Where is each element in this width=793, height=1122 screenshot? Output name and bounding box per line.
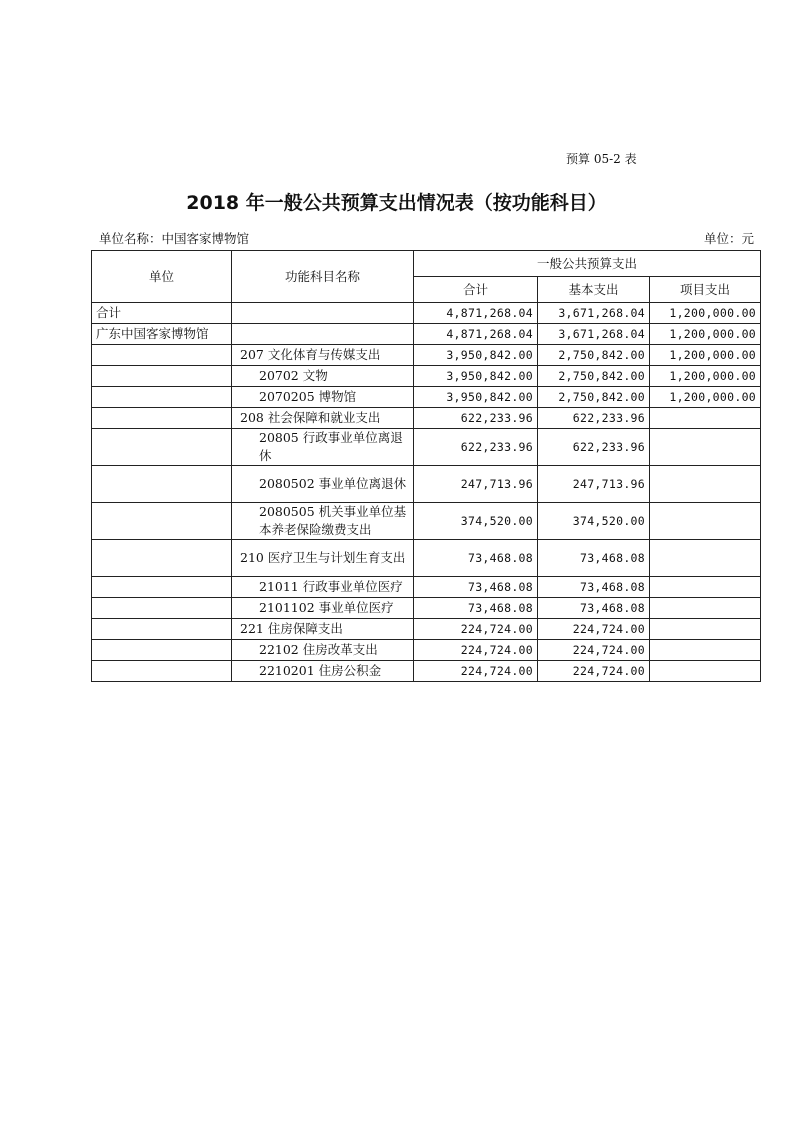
project-cell	[650, 598, 761, 619]
header-unit: 单位	[92, 251, 232, 303]
table-row	[92, 429, 761, 466]
basic-cell: 73,468.08	[538, 540, 650, 577]
table-row	[92, 619, 761, 640]
basic-cell: 224,724.00	[538, 640, 650, 661]
function-cell: 221 住房保障支出	[232, 619, 414, 640]
total-cell: 224,724.00	[414, 619, 538, 640]
function-cell: 22102 住房改革支出	[232, 640, 414, 661]
function-cell: 208 社会保障和就业支出	[232, 408, 414, 429]
basic-cell: 73,468.08	[538, 577, 650, 598]
unit-cell	[92, 503, 232, 540]
unit-cell	[92, 429, 232, 466]
function-cell: 20805 行政事业单位离退休	[232, 429, 414, 466]
function-cell: 2080502 事业单位离退休	[232, 466, 414, 503]
basic-cell: 374,520.00	[538, 503, 650, 540]
unit-cell	[92, 387, 232, 408]
project-cell	[650, 577, 761, 598]
unit-cell	[92, 345, 232, 366]
total-cell: 622,233.96	[414, 429, 538, 466]
basic-cell: 3,671,268.04	[538, 324, 650, 345]
unit-cell: 广东中国客家博物馆	[92, 324, 232, 345]
total-cell: 224,724.00	[414, 661, 538, 682]
function-cell	[232, 324, 414, 345]
function-cell: 2210201 住房公积金	[232, 661, 414, 682]
table-row	[92, 466, 761, 503]
table-row	[92, 598, 761, 619]
basic-cell: 224,724.00	[538, 661, 650, 682]
function-cell: 2101102 事业单位医疗	[232, 598, 414, 619]
basic-cell: 622,233.96	[538, 408, 650, 429]
basic-cell: 2,750,842.00	[538, 345, 650, 366]
basic-cell: 622,233.96	[538, 429, 650, 466]
total-cell: 4,871,268.04	[414, 324, 538, 345]
function-cell: 21011 行政事业单位医疗	[232, 577, 414, 598]
unit-cell	[92, 598, 232, 619]
currency-unit-label: 单位：元	[704, 231, 755, 246]
basic-cell: 73,468.08	[538, 598, 650, 619]
function-cell: 2080505 机关事业单位基本养老保险缴费支出	[232, 503, 414, 540]
table-row	[92, 345, 761, 366]
header-project: 项目支出	[650, 277, 761, 303]
project-cell	[650, 640, 761, 661]
table-row	[92, 503, 761, 540]
unit-cell	[92, 661, 232, 682]
unit-name-label: 单位名称：中国客家博物馆	[99, 231, 250, 246]
function-cell: 2070205 博物馆	[232, 387, 414, 408]
total-cell: 4,871,268.04	[414, 303, 538, 324]
unit-cell	[92, 577, 232, 598]
project-cell	[650, 503, 761, 540]
function-cell: 210 医疗卫生与计划生育支出	[232, 540, 414, 577]
basic-cell: 2,750,842.00	[538, 366, 650, 387]
project-cell: 1,200,000.00	[650, 324, 761, 345]
unit-cell	[92, 408, 232, 429]
table-row	[92, 366, 761, 387]
project-cell	[650, 466, 761, 503]
budget-table	[91, 250, 761, 682]
total-cell: 374,520.00	[414, 503, 538, 540]
unit-cell	[92, 466, 232, 503]
unit-cell	[92, 640, 232, 661]
page-title: 2018 年一般公共预算支出情况表（按功能科目）	[186, 192, 607, 214]
basic-cell: 2,750,842.00	[538, 387, 650, 408]
project-cell: 1,200,000.00	[650, 345, 761, 366]
project-cell	[650, 619, 761, 640]
total-cell: 73,468.08	[414, 540, 538, 577]
total-cell: 3,950,842.00	[414, 387, 538, 408]
total-cell: 3,950,842.00	[414, 345, 538, 366]
total-cell: 3,950,842.00	[414, 366, 538, 387]
project-cell: 1,200,000.00	[650, 387, 761, 408]
header-total: 合计	[414, 277, 538, 303]
total-cell: 247,713.96	[414, 466, 538, 503]
project-cell	[650, 429, 761, 466]
project-cell: 1,200,000.00	[650, 303, 761, 324]
total-cell: 622,233.96	[414, 408, 538, 429]
table-row	[92, 540, 761, 577]
header-basic: 基本支出	[538, 277, 650, 303]
basic-cell: 247,713.96	[538, 466, 650, 503]
function-cell: 207 文化体育与传媒支出	[232, 345, 414, 366]
project-cell	[650, 661, 761, 682]
total-cell: 73,468.08	[414, 577, 538, 598]
header-general-budget: 一般公共预算支出	[414, 251, 761, 277]
project-cell	[650, 540, 761, 577]
form-code: 预算 05-2 表	[566, 152, 637, 166]
header-function-name: 功能科目名称	[232, 251, 414, 303]
table-row	[92, 640, 761, 661]
table-row	[92, 387, 761, 408]
unit-cell	[92, 366, 232, 387]
total-cell: 73,468.08	[414, 598, 538, 619]
unit-cell	[92, 540, 232, 577]
table-row	[92, 577, 761, 598]
unit-cell	[92, 619, 232, 640]
table-row	[92, 661, 761, 682]
table-row	[92, 303, 761, 324]
function-cell: 20702 文物	[232, 366, 414, 387]
basic-cell: 224,724.00	[538, 619, 650, 640]
function-cell	[232, 303, 414, 324]
total-cell: 224,724.00	[414, 640, 538, 661]
project-cell	[650, 408, 761, 429]
basic-cell: 3,671,268.04	[538, 303, 650, 324]
table-row	[92, 324, 761, 345]
project-cell: 1,200,000.00	[650, 366, 761, 387]
unit-cell: 合计	[92, 303, 232, 324]
table-row	[92, 408, 761, 429]
